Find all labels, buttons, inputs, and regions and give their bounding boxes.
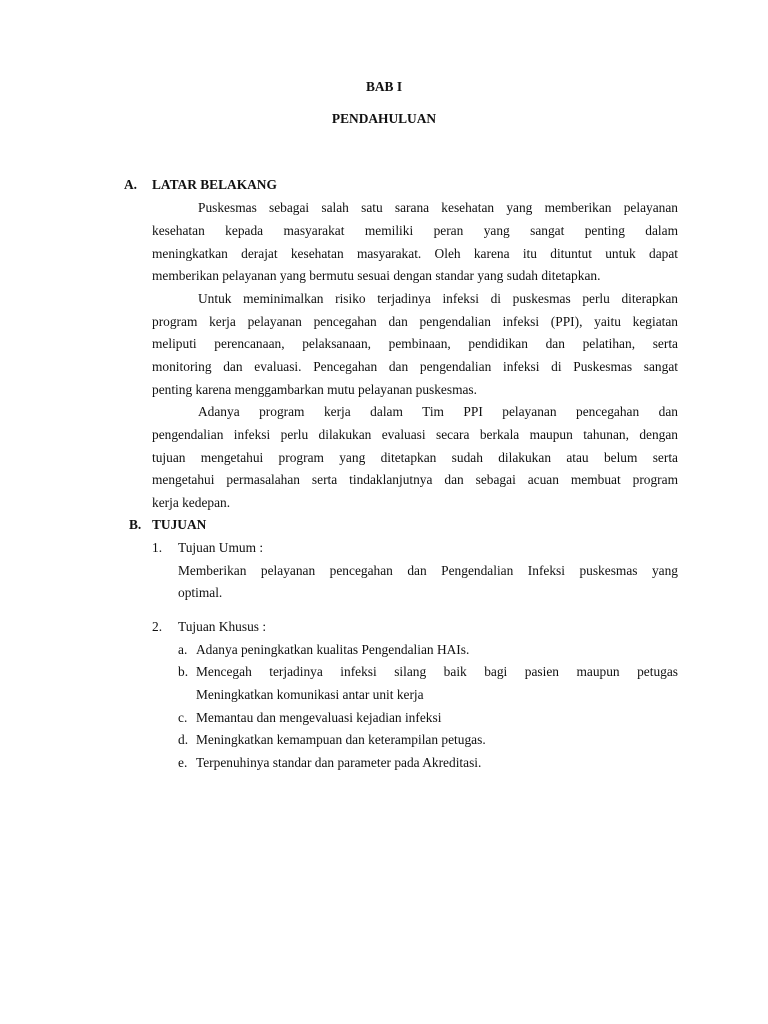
list-item-letter: e. bbox=[178, 755, 188, 770]
list-item-letter: a. bbox=[178, 642, 188, 657]
section-b-marker: B. bbox=[129, 517, 142, 532]
tujuan-khusus-label: Tujuan Khusus : bbox=[178, 619, 267, 634]
paragraph-line: program kerja pelayanan pencegahan dan pengendalian infeksi (PPI), yaitu kegiatan bbox=[152, 314, 678, 329]
list-item-letter: c. bbox=[178, 710, 188, 725]
list-item-text: Adanya peningkatkan kualitas Pengendalian HAIs. bbox=[196, 642, 470, 657]
chapter-label: BAB I bbox=[365, 79, 403, 94]
paragraph-line: meningkatkan derajat kesehatan masyarakat. Oleh karena itu dituntut untuk dapat bbox=[152, 246, 678, 261]
page-title: PENDAHULUAN bbox=[331, 111, 437, 126]
paragraph-line: Puskesmas sebagai salah satu sarana kesehatan yang memberikan pelayanan bbox=[198, 200, 678, 215]
paragraph-line: Adanya program kerja dalam Tim PPI pelayanan pencegahan dan bbox=[198, 404, 678, 419]
tujuan-umum-label: Tujuan Umum : bbox=[178, 540, 264, 555]
paragraph-line: meliputi perencanaan, pelaksanaan, pembinaan, pendidikan dan pelatihan, serta bbox=[152, 336, 678, 351]
paragraph-line: mengetahui permasalahan serta tindaklanjutnya dan sebagai acuan membuat program bbox=[152, 472, 678, 487]
list-item-text: Meningkatkan kemampuan dan keterampilan petugas. bbox=[196, 732, 486, 747]
section-a-heading: LATAR BELAKANG bbox=[152, 177, 277, 192]
paragraph-line: Untuk meminimalkan risiko terjadinya infeksi di puskesmas perlu diterapkan bbox=[198, 291, 678, 306]
list-item-text: Meningkatkan komunikasi antar unit kerja bbox=[196, 687, 424, 702]
list-item-text: Memantau dan mengevaluasi kejadian infeksi bbox=[196, 710, 442, 725]
paragraph-line: kerja kedepan. bbox=[152, 495, 231, 510]
tujuan-umum-text: optimal. bbox=[178, 585, 223, 600]
paragraph-line: penting karena menggambarkan mutu pelayanan puskesmas. bbox=[152, 382, 477, 397]
tujuan-umum-text: Memberikan pelayanan pencegahan dan Pengendalian Infeksi puskesmas yang bbox=[178, 563, 678, 578]
list-item-text: Terpenuhinya standar dan parameter pada Akreditasi. bbox=[196, 755, 482, 770]
list-item-letter: d. bbox=[178, 732, 189, 747]
tujuan-umum-number: 1. bbox=[152, 540, 163, 555]
section-a-marker: A. bbox=[124, 177, 138, 192]
paragraph-line: tujuan mengetahui program yang ditetapkan sudah dilakukan atau belum serta bbox=[152, 450, 678, 465]
list-item-text: Mencegah terjadinya infeksi silang baik bagi pasien maupun petugas bbox=[196, 664, 678, 679]
section-b-heading: TUJUAN bbox=[152, 517, 207, 532]
tujuan-khusus-number: 2. bbox=[152, 619, 163, 634]
paragraph-line: kesehatan kepada masyarakat memiliki peran yang sangat penting dalam bbox=[152, 223, 678, 238]
paragraph-line: pengendalian infeksi perlu dilakukan evaluasi secara berkala maupun tahunan, dengan bbox=[152, 427, 678, 442]
list-item-letter: b. bbox=[178, 664, 189, 679]
paragraph-line: memberikan pelayanan yang bermutu sesuai dengan standar yang sudah ditetapkan. bbox=[152, 268, 601, 283]
paragraph-line: monitoring dan evaluasi. Pencegahan dan pengendalian infeksi di Puskesmas sangat bbox=[152, 359, 678, 374]
